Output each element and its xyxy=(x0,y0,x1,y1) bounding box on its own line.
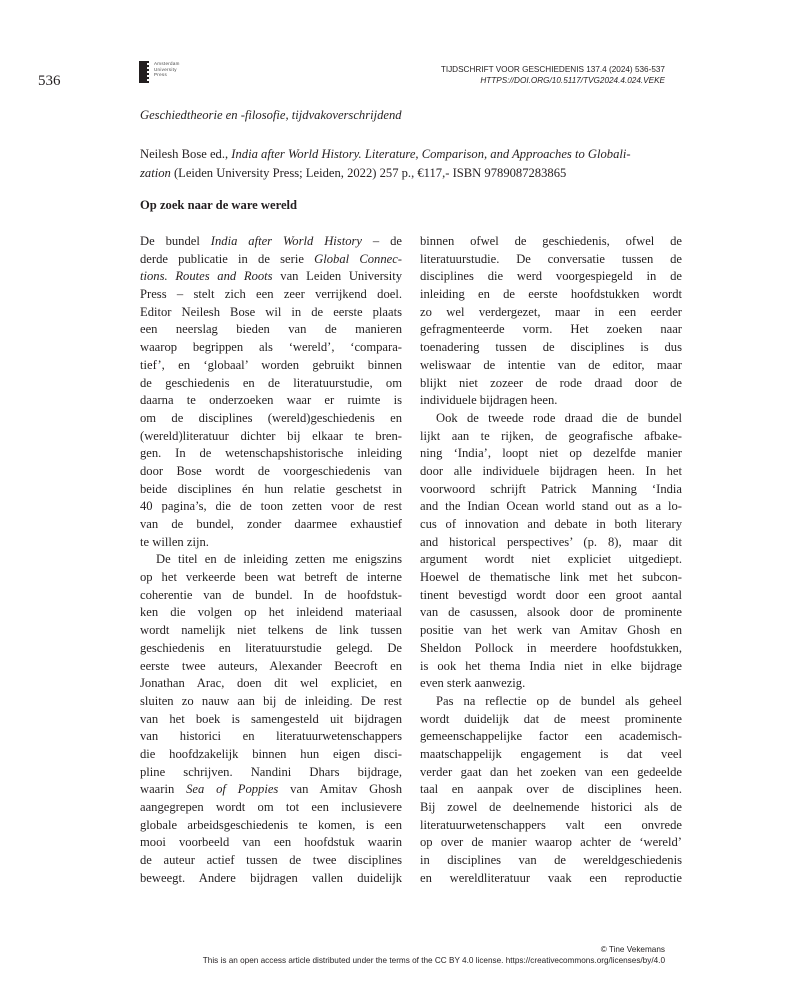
text-line xyxy=(420,764,682,782)
body-column-right xyxy=(420,233,682,887)
text-segment: waarin xyxy=(140,782,187,797)
text-segment: Jonathan Arac, doen dit wel expliciet, en xyxy=(140,676,402,691)
text-segment: Sheldon Pollock in meerdere hoofdstukken, xyxy=(420,640,682,655)
text-segment: op het verkeerde been wat betreft de interne xyxy=(140,570,402,585)
publisher-logo-text xyxy=(154,61,180,78)
citation-book-title-cont: zation xyxy=(140,166,171,180)
logo-line: University xyxy=(154,66,177,72)
text-line xyxy=(140,658,402,676)
text-line xyxy=(420,534,682,552)
text-line xyxy=(140,569,402,587)
page-number: 536 xyxy=(38,73,61,89)
text-segment: toenadering tussen de disciplines is dus xyxy=(420,340,682,355)
text-line xyxy=(420,428,682,446)
text-line xyxy=(420,870,682,888)
text-line xyxy=(140,711,402,729)
text-line xyxy=(140,286,402,304)
doi-link[interactable]: HTTPS://DOI.ORG/10.5117/TVG2024.4.024.VEKE xyxy=(480,76,665,85)
text-line xyxy=(140,852,402,870)
text-segment: gemeenschappelijke factor een academisch- xyxy=(420,729,682,744)
text-line xyxy=(140,339,402,357)
text-segment: zo wel verdergezet, maar in een eerder xyxy=(420,304,682,319)
text-line xyxy=(420,410,682,428)
text-line xyxy=(420,481,682,499)
text-line xyxy=(140,746,402,764)
italic-title: Sea of Poppies xyxy=(186,782,279,797)
text-line xyxy=(420,321,682,339)
text-segment: van de casussen, alsook door de prominente xyxy=(420,605,682,620)
text-segment: eerste twee auteurs, Alexander Beecroft en xyxy=(140,658,402,673)
text-line xyxy=(140,799,402,817)
text-segment: maatschappelijk engagement is dat veel xyxy=(420,746,682,761)
text-segment: te willen zijn. xyxy=(140,534,209,549)
text-line xyxy=(420,569,682,587)
text-line xyxy=(140,392,402,410)
text-segment: De bundel xyxy=(140,234,211,248)
text-segment: daarna te onderzoeken waar er ruimte is xyxy=(140,393,402,408)
text-line xyxy=(420,445,682,463)
text-segment: van Leiden University xyxy=(272,269,402,284)
copyright-notice: © Tine Vekemans xyxy=(600,945,665,954)
text-segment: individuele bijdragen heen. xyxy=(420,393,558,408)
text-line xyxy=(140,551,402,569)
text-segment: in disciplines van de wereldgeschiedenis xyxy=(420,853,682,868)
text-segment: Editor Neilesh Bose wil in de eerste plaats xyxy=(140,304,402,319)
text-line xyxy=(140,781,402,799)
text-line xyxy=(420,339,682,357)
text-segment: pline schrijven. Nandini Dhars bijdrage, xyxy=(140,764,402,779)
text-line xyxy=(420,392,682,410)
text-line xyxy=(140,622,402,640)
text-line xyxy=(140,268,402,286)
text-segment: gefragmenteerde vorm. Het zoeken naar xyxy=(420,322,682,337)
text-segment: literatuurwetenschappers valt een onvrede xyxy=(420,817,682,832)
text-segment: argument wordt niet expliciet uitgediept. xyxy=(420,552,682,567)
text-line xyxy=(140,693,402,711)
text-line xyxy=(140,640,402,658)
text-line xyxy=(140,534,402,552)
text-line xyxy=(420,516,682,534)
book-citation xyxy=(140,145,668,183)
text-segment: (wereld)literatuur dichter bij elkaar te bren- xyxy=(140,428,402,443)
text-segment: van Amitav Ghosh xyxy=(278,782,402,797)
publisher-logo xyxy=(139,61,180,83)
text-segment: wordt namelijk niet telkens de link tussen xyxy=(140,623,402,638)
text-line xyxy=(420,268,682,286)
body-column-left xyxy=(140,233,402,887)
review-title: Op zoek naar de ware wereld xyxy=(140,198,298,212)
text-segment: even sterk aanwezig. xyxy=(420,676,526,691)
text-segment: door alle individuele bijdragen heen. In het xyxy=(420,463,682,478)
text-segment: door Bose wordt de voorgeschiedenis van xyxy=(140,463,402,478)
text-line xyxy=(140,375,402,393)
text-segment: waarop begrippen als ‘wereld’, ‘compara- xyxy=(140,340,402,355)
text-line xyxy=(140,481,402,499)
text-line xyxy=(140,428,402,446)
text-segment: van de bundel, zonder daarmee exhaustief xyxy=(140,517,402,531)
text-segment: weliswaar de intentie van de editor, maar xyxy=(420,357,682,372)
text-segment: lijkt aan te rijken, de geografische afbake- xyxy=(420,428,682,443)
text-segment: De titel en de inleiding zetten me enigszins xyxy=(156,552,402,567)
text-segment: taal en aanpak over de disciplines heen. xyxy=(420,782,682,797)
italic-title: tions. Routes and Roots xyxy=(140,269,273,284)
text-segment: mooi voorbeeld van een hoofdstuk waarin xyxy=(140,835,402,850)
text-segment: een neerslag bieden van de manieren xyxy=(140,322,402,337)
text-segment: om de disciplines (wereld)geschiedenis en xyxy=(140,410,402,425)
text-line xyxy=(140,587,402,605)
text-line xyxy=(420,693,682,711)
text-line xyxy=(140,410,402,428)
text-segment: van historici en literatuurwetenschappers xyxy=(140,729,402,744)
citation-book-title: India after World History. Literature, Comparison, and Approaches to Globali- xyxy=(231,147,631,161)
text-line xyxy=(420,711,682,729)
text-segment: derde publicatie in de serie xyxy=(140,251,315,266)
text-segment: Ook de tweede rode draad die de bundel xyxy=(436,410,682,425)
text-line xyxy=(420,251,682,269)
text-segment: tinent bevestigd wordt door een groot aantal xyxy=(420,587,682,602)
text-segment: voorwoord schrijft Patrick Manning ‘India xyxy=(420,481,682,496)
text-segment: verder gaat dan het zoeken van een gedeelde xyxy=(420,764,682,779)
text-line xyxy=(140,233,402,251)
text-line xyxy=(140,463,402,481)
text-line xyxy=(420,640,682,658)
text-line xyxy=(140,516,402,534)
journal-header xyxy=(441,64,665,86)
text-segment: 40 pagina’s, die de toon zetten voor de rest xyxy=(140,499,402,514)
text-segment: Pas na reflectie op de bundel als geheel xyxy=(436,693,682,708)
text-segment: ning ‘India’, loopt niet op dezelfde manier xyxy=(420,446,682,461)
citation-publication: (Leiden University Press; Leiden, 2022) 257 p., €117,- ISBN 9789087283865 xyxy=(170,166,567,180)
text-line xyxy=(140,817,402,835)
text-segment: van het boek is samengesteld uit bijdragen xyxy=(140,711,402,726)
text-segment: binnen ofwel de geschiedenis, ofwel de xyxy=(420,234,682,248)
logo-line: Amsterdam xyxy=(154,61,180,66)
text-segment: literatuurstudie. De conversatie tussen de xyxy=(420,251,682,266)
text-segment: die hoofdzakelijk binnen hun eigen disci- xyxy=(140,746,402,761)
text-line xyxy=(140,764,402,782)
text-line xyxy=(420,799,682,817)
text-line xyxy=(420,622,682,640)
text-segment: disciplines die werd voorgespiegeld in de xyxy=(420,269,682,284)
text-segment: de geschiedenis en de literatuurstudie, om xyxy=(140,375,402,390)
text-segment: – de xyxy=(361,234,402,248)
text-line xyxy=(420,834,682,852)
text-segment: op over de manier waarop achter de ‘wereld’ xyxy=(420,835,682,850)
text-segment: tief’, en ‘globaal’ worden gebruikt binnen xyxy=(140,357,402,372)
text-line xyxy=(420,781,682,799)
journal-citation: TIJDSCHRIFT VOOR GESCHIEDENIS 137.4 (2024) 536-537 xyxy=(440,65,665,74)
text-line xyxy=(140,870,402,888)
text-segment: is ook het thema India niet in elke bijdrage xyxy=(420,658,682,673)
text-line xyxy=(420,746,682,764)
text-line xyxy=(140,321,402,339)
text-segment: coherentie van de bundel. In de hoofdstuk- xyxy=(140,587,402,602)
citation-editor: Neilesh Bose ed., xyxy=(140,147,232,161)
text-line xyxy=(420,286,682,304)
text-line xyxy=(140,357,402,375)
text-segment: sluiten zo nauw aan bij de inleiding. De rest xyxy=(140,693,402,708)
text-segment: en wereldliteratuur vaak een reproductie xyxy=(420,870,682,885)
text-segment: gen. In de wetenschapshistorische inleiding xyxy=(140,446,402,461)
logo-line: Press xyxy=(154,72,168,77)
text-line xyxy=(140,834,402,852)
italic-title: Global Connec- xyxy=(314,251,402,266)
text-line xyxy=(140,251,402,269)
text-line xyxy=(420,463,682,481)
text-line xyxy=(140,675,402,693)
text-segment: geschiedenis en literatuurstudie gelegd. De xyxy=(140,640,402,655)
text-line xyxy=(420,817,682,835)
text-line xyxy=(420,658,682,676)
text-segment: blijkt niet zozeer de rode draad door de xyxy=(420,375,682,390)
text-line xyxy=(420,852,682,870)
text-line xyxy=(420,587,682,605)
text-line xyxy=(420,357,682,375)
text-segment: and the Indian Ocean world stand out as a lo- xyxy=(420,499,682,514)
text-segment: Bij zowel de deelnemende historici als de xyxy=(420,800,682,814)
text-segment: cus of innovation and debate in both literary xyxy=(420,517,682,531)
text-segment: beide disciplines én hun relatie geschetst in xyxy=(140,481,402,496)
text-line xyxy=(420,604,682,622)
text-segment: Press – stelt zich een zeer verrijkend doel. xyxy=(140,287,402,302)
text-line xyxy=(420,498,682,516)
text-segment: inleiding en de eerste hoofdstukken wordt xyxy=(420,287,682,302)
text-segment: aangegrepen wordt om tot een inclusievere xyxy=(140,800,402,814)
text-line xyxy=(140,304,402,322)
text-line xyxy=(420,375,682,393)
italic-title: India after World History xyxy=(210,234,362,248)
text-line xyxy=(420,233,682,251)
text-segment: beweegt. Andere bijdragen vallen duidelijk xyxy=(140,870,402,885)
license-notice: This is an open access article distributed under the terms of the CC BY 4.0 license. https://creativecommons.org/licenses/by/4.0 xyxy=(202,956,665,965)
section-title: Geschiedtheorie en -filosofie, tijdvakoverschrijdend xyxy=(140,108,402,122)
amsterdam-university-press-logo-icon xyxy=(139,61,147,83)
footer xyxy=(203,944,665,966)
text-line xyxy=(140,728,402,746)
text-segment: de auteur actief tussen de twee disciplines xyxy=(140,853,402,868)
text-segment: globale arbeidsgeschiedenis te komen, is een xyxy=(140,817,402,832)
text-line xyxy=(420,675,682,693)
text-line xyxy=(420,551,682,569)
text-line xyxy=(140,604,402,622)
text-segment: positie van het werk van Amitav Ghosh en xyxy=(420,623,682,638)
text-segment: wordt duidelijk dat de meest prominente xyxy=(420,711,682,726)
text-line xyxy=(420,304,682,322)
text-line xyxy=(140,445,402,463)
text-segment: Hoewel de thematische link met het subcon- xyxy=(420,570,682,585)
text-line xyxy=(420,728,682,746)
text-segment: and historical perspectives’ (p. 8), maar dit xyxy=(420,534,682,549)
text-line xyxy=(140,498,402,516)
text-segment: ken die volgen op het inleidend materiaal xyxy=(140,605,402,620)
